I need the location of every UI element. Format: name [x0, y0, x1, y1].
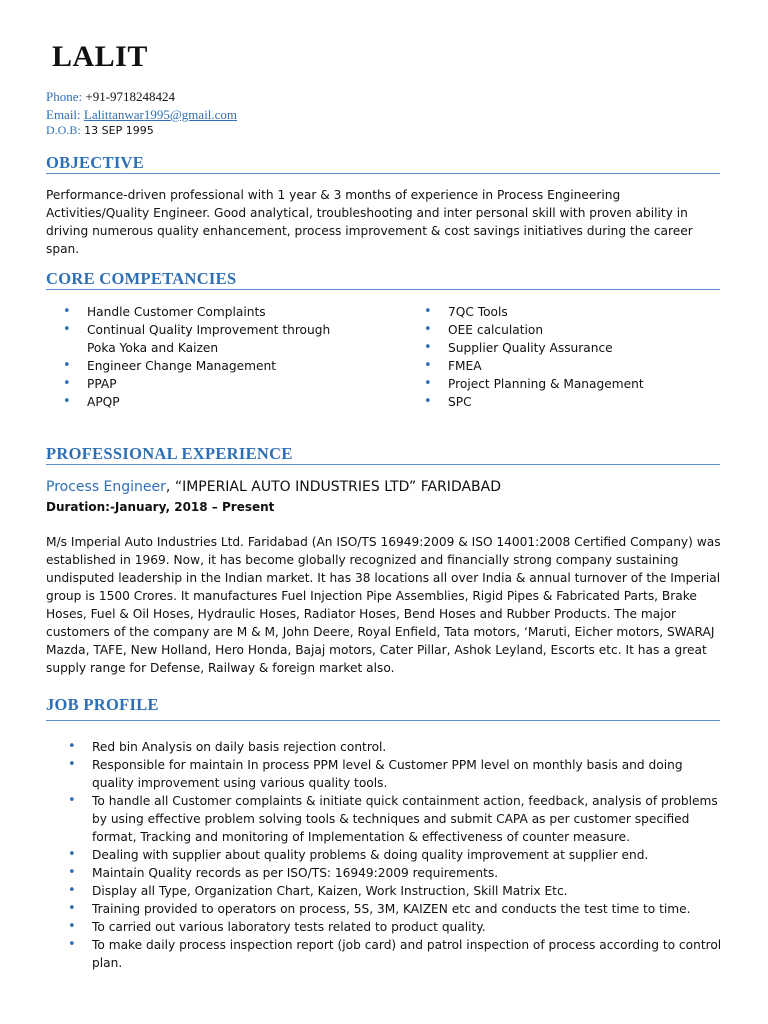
- phone-label: Phone:: [46, 89, 83, 104]
- email-line: [46, 107, 237, 123]
- company-description: M/s Imperial Auto Industries Ltd. Faridabad (An ISO/TS 16949:2009 & ISO 14001:2008 Certified Company) was established in 1969. Now, it has become globally recognized and financially strong company sustaining undisputed leadership in the Indian market. It has 38 locations all over India & annual turnover of the Imperial group is 1500 Crores. It manufactures Fuel Injection Pipe Assemblies, Rigid Pipes & Fabricated Parts, Brake Hoses, Fuel & Oil Hoses, Hydraulic Hoses, Radiator Hoses, Bend Hoses and Rubber Products. The major customers of the company are M & M, John Deere, Royal Enfield, Tata motors, ‘Maruti, Eicher motors, SWARAJ Mazda, TAFE, New Holland, Hero Honda, Bajaj motors, Cater Pillar, Ashok Leyland, Escorts etc. It has a great supply range for Defense, Railway & foreign market also.: [46, 535, 721, 675]
- competency-item: • Supplier Quality Assurance: [422, 339, 722, 357]
- job-profile-item: • Display all Type, Organization Chart, Kaizen, Work Instruction, Skill Matrix Etc.: [66, 882, 726, 900]
- competency-item: • Handle Customer Complaints: [61, 303, 361, 321]
- job-profile-item: • Dealing with supplier about quality problems & doing quality improvement at supplier end.: [66, 846, 726, 864]
- dob-label: D.O.B:: [46, 123, 81, 137]
- job-profile-item: • Red bin Analysis on daily basis rejection control.: [66, 738, 726, 756]
- objective-divider: [46, 173, 720, 174]
- experience-divider: [46, 464, 720, 465]
- job-profile-divider: [46, 720, 720, 721]
- competency-item: • 7QC Tools: [422, 303, 722, 321]
- email-label: Email:: [46, 107, 81, 122]
- job-profile-item: • Training provided to operators on process, 5S, 3M, KAIZEN etc and conducts the test time to time.: [66, 900, 726, 918]
- job-profile-item: • Responsible for maintain In process PPM level & Customer PPM level on monthly basis and doing quality improvement using various quality tools.: [66, 756, 726, 792]
- objective-heading: OBJECTIVE: [46, 153, 145, 172]
- job-duration: Duration:-January, 2018 – Present: [46, 500, 275, 514]
- competency-item: • PPAP: [61, 375, 361, 393]
- competencies-left-list: [61, 303, 361, 411]
- phone-value: +91-9718248424: [82, 89, 176, 104]
- candidate-name: LALIT: [52, 40, 148, 73]
- job-profile-list: [66, 738, 726, 972]
- company-name: , “IMPERIAL AUTO INDUSTRIES LTD” FARIDABAD: [165, 479, 502, 495]
- competencies-heading: CORE COMPETANCIES: [46, 269, 237, 288]
- competency-item: • SPC: [422, 393, 722, 411]
- phone-line: [46, 89, 175, 105]
- objective-text: Performance-driven professional with 1 year & 3 months of experience in Process Engineering Activities/Quality Engineer. Good analytical, troubleshooting and inter personal skill with proven ability in driving numerous quality enhancement, process improvement & cost savings initiatives during the career span.: [46, 188, 693, 256]
- competencies-divider: [46, 289, 720, 290]
- competency-item: • Engineer Change Management: [61, 357, 361, 375]
- competencies-right-list: [422, 303, 722, 411]
- job-profile-item: • To make daily process inspection report (job card) and patrol inspection of process according to control plan.: [66, 936, 726, 972]
- job-title-line: [46, 479, 501, 495]
- competency-item: • APQP: [61, 393, 361, 411]
- experience-heading: PROFESSIONAL EXPERIENCE: [46, 444, 293, 463]
- job-role: Process Engineer: [46, 479, 166, 495]
- job-profile-heading: JOB PROFILE: [46, 695, 159, 714]
- dob-value: 13 SEP 1995: [80, 124, 154, 137]
- job-profile-item: • To carried out various laboratory tests related to product quality.: [66, 918, 726, 936]
- competency-item: • Project Planning & Management: [422, 375, 722, 393]
- competency-item: • OEE calculation: [422, 321, 722, 339]
- email-link[interactable]: Lalittanwar1995@gmail.com: [83, 107, 238, 122]
- competency-item: • Continual Quality Improvement through Poka Yoka and Kaizen: [61, 321, 361, 357]
- competency-item: • FMEA: [422, 357, 722, 375]
- dob-line: [46, 123, 154, 138]
- job-profile-item: • To handle all Customer complaints & initiate quick containment action, feedback, analysis of problems by using effective problem solving tools & techniques and submit CAPA as per customer specified format, Tracking and monitoring of Implementation & effectiveness of counter measure.: [66, 792, 726, 846]
- job-profile-item: • Maintain Quality records as per ISO/TS: 16949:2009 requirements.: [66, 864, 726, 882]
